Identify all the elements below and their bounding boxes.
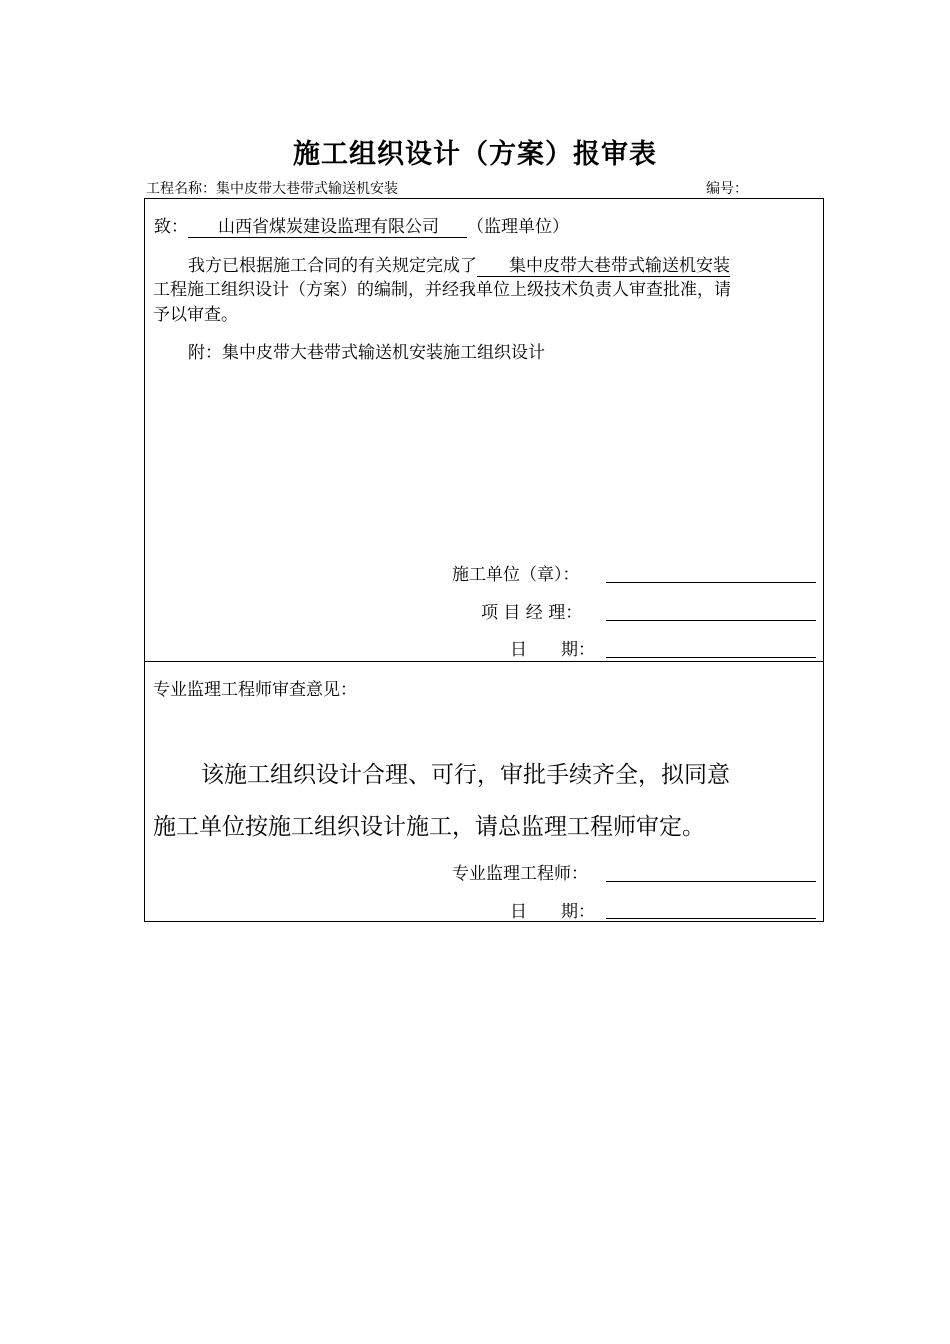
submission-date-line — [606, 657, 816, 658]
number-label: 编号： — [706, 181, 748, 197]
addressee-suffix: （监理单位） — [467, 217, 569, 237]
addressee-line — [154, 217, 569, 238]
addressee-name: 山西省煤炭建设监理有限公司 — [188, 218, 467, 238]
submission-date-label: 日 期： — [510, 640, 595, 660]
body-line-1-prefix: 我方已根据施工合同的有关规定完成了 — [188, 256, 477, 276]
review-heading: 专业监理工程师审查意见： — [153, 680, 357, 700]
body-line-1 — [188, 256, 730, 277]
project-name-label: 工程名称：集中皮带大巷带式输送机安装 — [146, 181, 398, 197]
review-date-line — [606, 918, 816, 919]
construction-unit-signature-line — [606, 582, 816, 583]
addressee-prefix: 致： — [154, 217, 188, 237]
project-manager-label: 项 目 经 理： — [481, 603, 583, 623]
body-project-name: 集中皮带大巷带式输送机安装 — [477, 257, 730, 277]
project-manager-signature-line — [606, 620, 816, 621]
body-line-3: 予以审查。 — [153, 305, 238, 325]
review-opinion-line-1: 该施工组织设计合理、可行，审批手续齐全，拟同意 — [201, 762, 730, 788]
document-title: 施工组织设计（方案）报审表 — [293, 139, 657, 170]
review-opinion-line-2: 施工单位按施工组织设计施工，请总监理工程师审定。 — [153, 814, 705, 840]
attachment-line: 附：集中皮带大巷带式输送机安装施工组织设计 — [188, 343, 545, 363]
supervising-engineer-label: 专业监理工程师： — [452, 864, 588, 884]
supervising-engineer-signature-line — [606, 881, 816, 882]
body-line-2: 工程施工组织设计（方案）的编制，并经我单位上级技术负责人审查批准，请 — [153, 280, 731, 300]
construction-unit-label: 施工单位（章）： — [452, 565, 580, 585]
review-date-label: 日 期： — [510, 902, 595, 922]
